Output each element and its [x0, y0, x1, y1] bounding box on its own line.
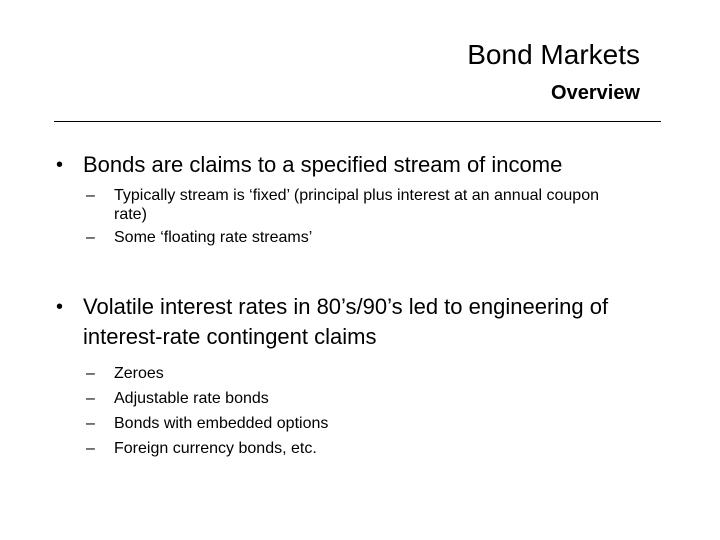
dash-marker: –	[86, 415, 95, 432]
sub-bullet-item	[56, 439, 624, 458]
bullet-marker: •	[56, 154, 64, 176]
dash-marker: –	[86, 440, 95, 457]
sub-bullet-item	[56, 414, 624, 433]
bullet-text: Volatile interest rates in 80’s/90’s led to engineering of interest-rate contingent claims	[83, 294, 609, 349]
bullet-block	[56, 150, 683, 251]
sub-bullet-text: Bonds with embedded options	[114, 415, 329, 432]
dash-marker: –	[86, 187, 95, 204]
sub-bullet-text: Adjustable rate bonds	[114, 390, 269, 407]
bullet-item	[56, 292, 683, 352]
bullet-marker: •	[56, 296, 64, 318]
dash-marker: –	[86, 390, 95, 407]
sub-bullet-text: Zeroes	[114, 365, 164, 382]
sub-bullet-text: Some ‘floating rate streams’	[114, 229, 313, 246]
sub-bullet-list	[56, 186, 683, 247]
dash-marker: –	[86, 365, 95, 382]
sub-bullet-text: Typically stream is ‘fixed’ (principal plus interest at an annual coupon rate)	[114, 187, 599, 223]
bullet-block	[56, 292, 683, 464]
sub-bullet-item	[56, 186, 624, 224]
slide-subtitle: Overview	[551, 82, 640, 104]
sub-bullet-item	[56, 389, 624, 408]
dash-marker: –	[86, 229, 95, 246]
bullet-text: Bonds are claims to a specified stream of income	[83, 152, 563, 177]
bullet-item	[56, 150, 683, 180]
sub-bullet-text: Foreign currency bonds, etc.	[114, 440, 317, 457]
sub-bullet-item	[56, 364, 624, 383]
sub-bullet-list	[56, 364, 683, 458]
title-divider	[54, 121, 661, 122]
slide-title: Bond Markets	[467, 39, 640, 70]
sub-bullet-item	[56, 228, 624, 247]
